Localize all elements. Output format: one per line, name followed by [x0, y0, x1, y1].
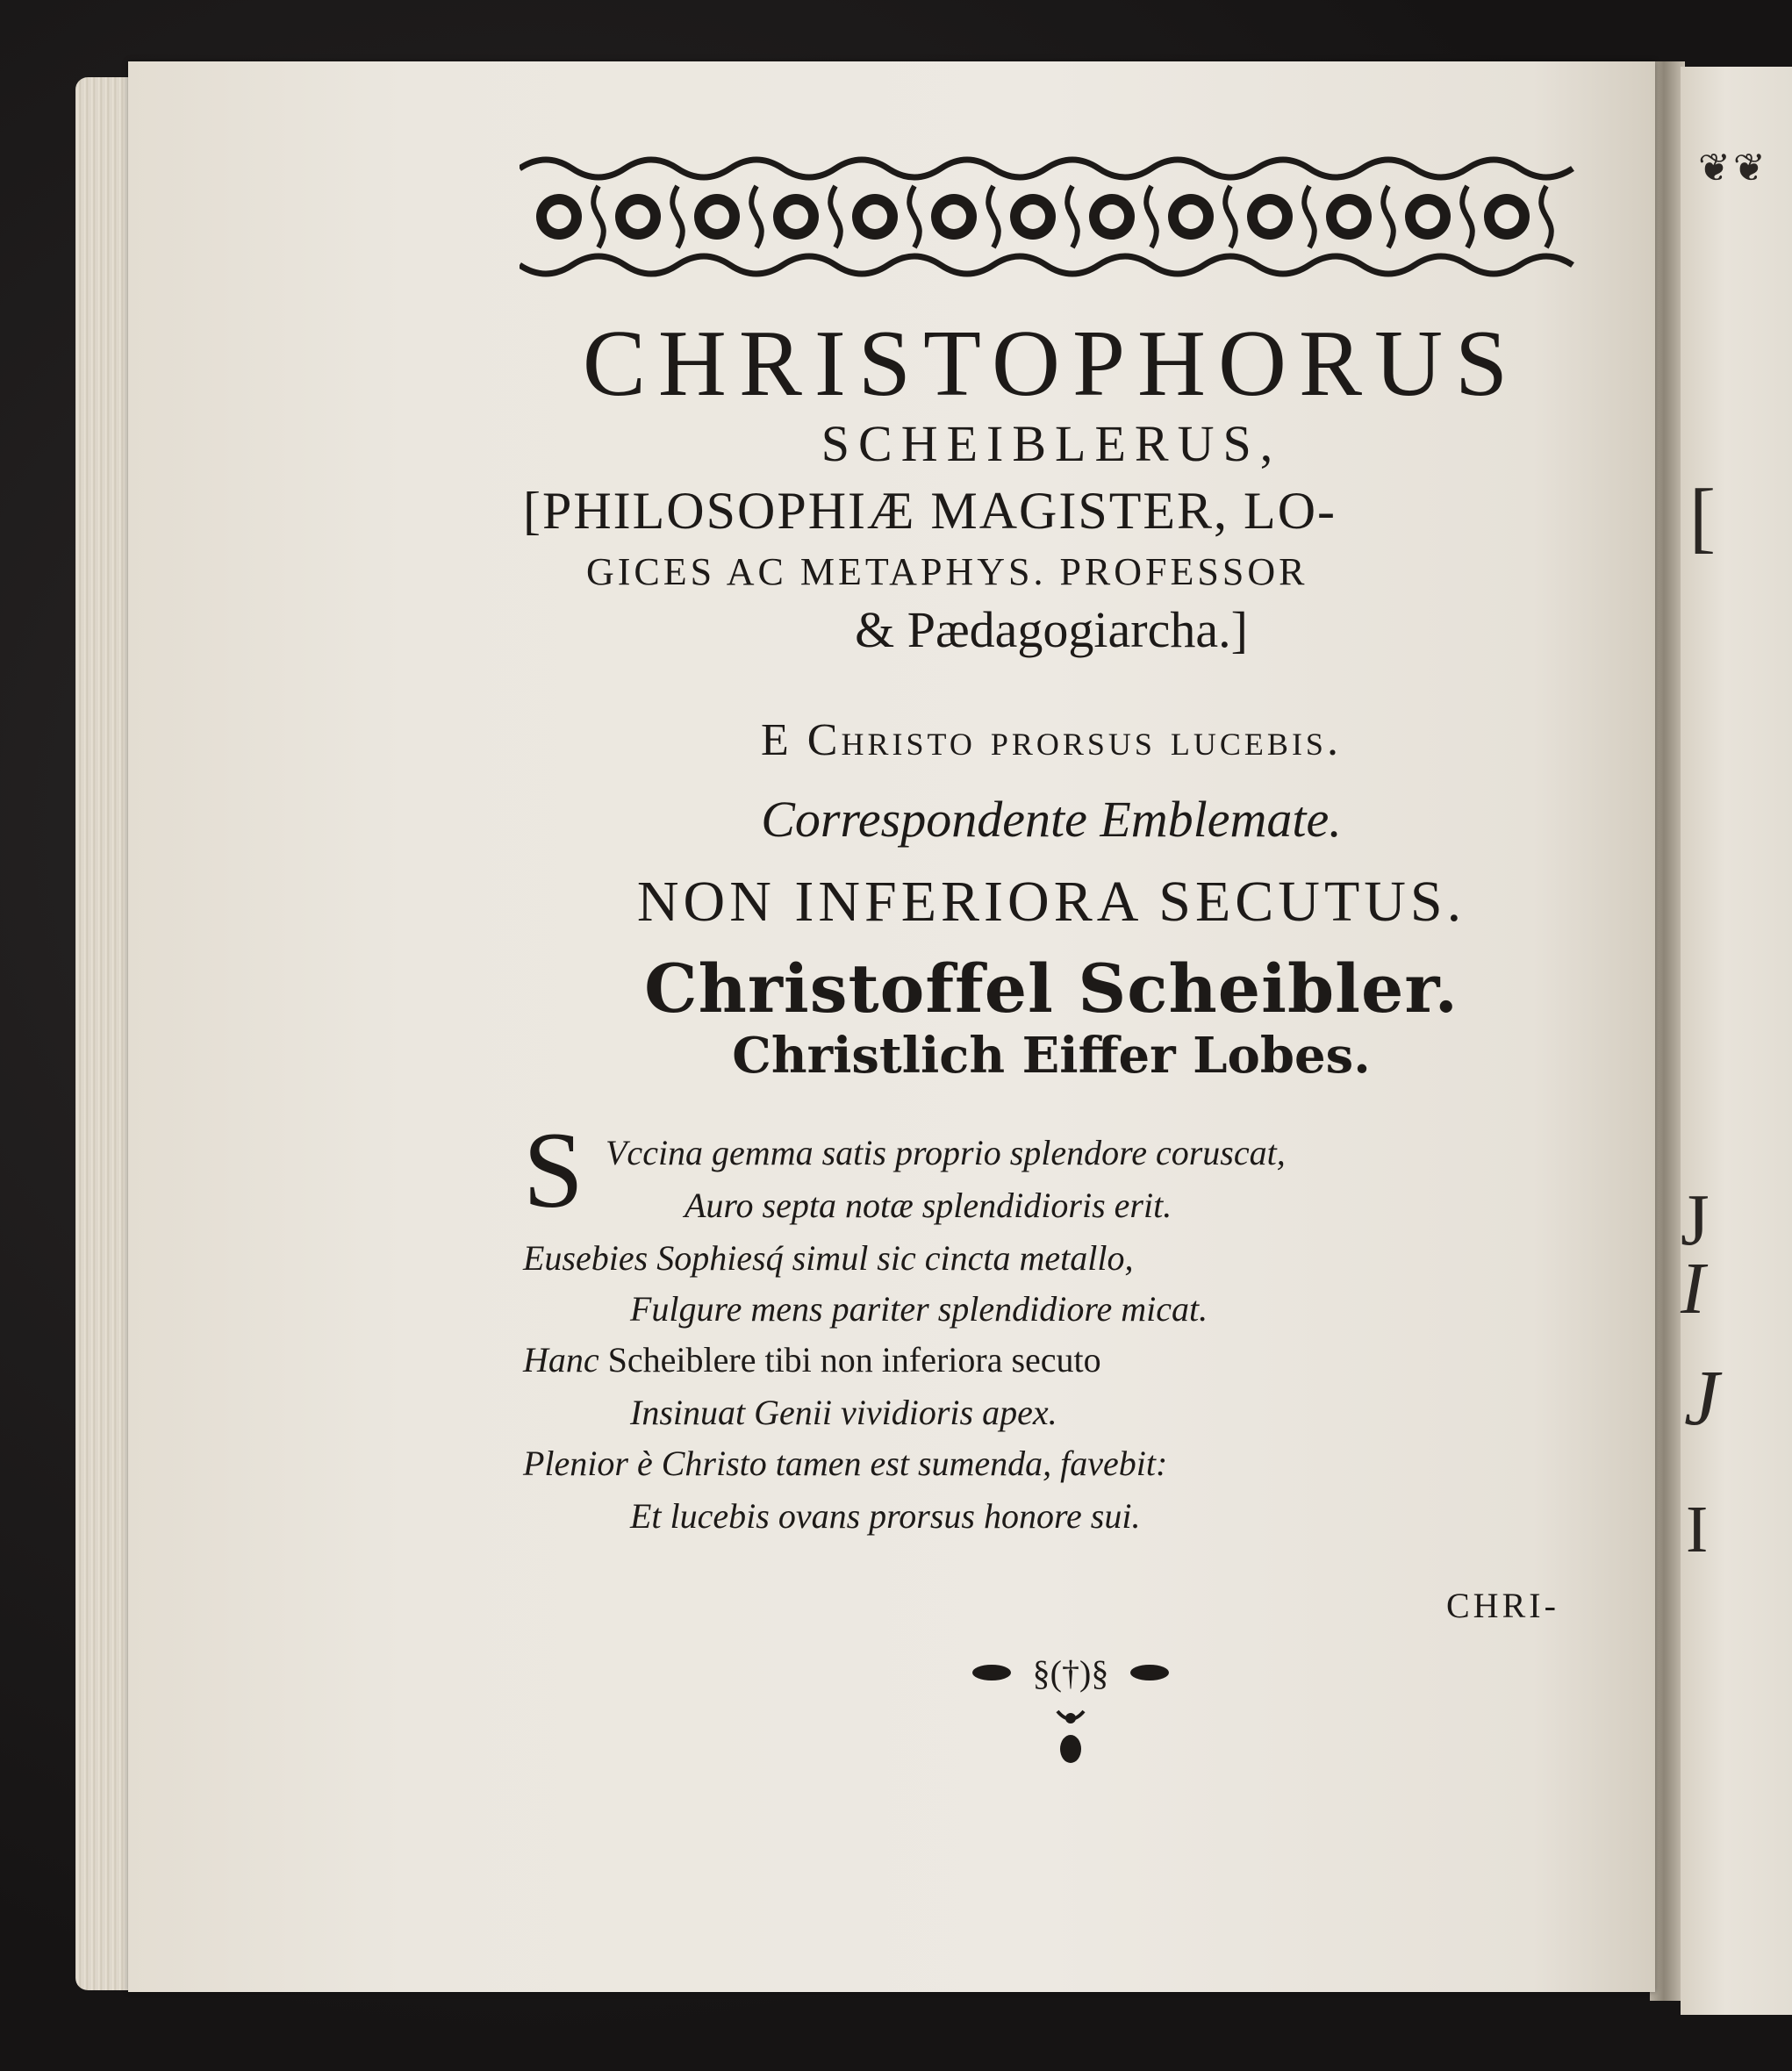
facing-page-fragment [1681, 67, 1792, 2015]
emblem-motto: NON INFERIORA SECUTUS. [636, 870, 1466, 934]
poem-line-3: Eusebies Sophiesq́ simul sic cincta metallo, [523, 1238, 1134, 1278]
poem-line-4: Fulgure mens pariter splendidiore micat. [630, 1289, 1208, 1329]
fleuron-text: §(†)§ [1032, 1653, 1109, 1693]
poem-line-6: Insinuat Genii vividioris apex. [630, 1393, 1057, 1432]
fleuron-ornament [965, 1648, 1176, 1771]
anagram-motto: E Christo prorsus lucebis. [761, 715, 1342, 765]
ornamental-header-band [520, 151, 1583, 283]
poem-drop-cap: S [523, 1110, 584, 1230]
facing-letter-3: J [1684, 1355, 1719, 1442]
german-name: Christoffel Scheibler. [644, 950, 1459, 1028]
german-anagram: Christlich Eiffer Lobes. [732, 1027, 1371, 1085]
book-gutter [1650, 61, 1685, 2001]
emblem-intro: Correspondente Emblemate. [761, 791, 1342, 848]
title-paedagogiarcha-line: & Pædagogiarcha.] [855, 601, 1248, 658]
facing-ornament-fragment: ❦❦ [1698, 147, 1768, 190]
poem-line-2: Auro septa notæ splendidioris erit. [685, 1186, 1172, 1225]
title-professor-line: GICES AC METAPHYS. PROFESSOR [586, 550, 1308, 593]
catchword: CHRI- [1446, 1586, 1559, 1625]
poem-line-5-prefix: Hanc [523, 1340, 599, 1379]
facing-letter-4: I [1686, 1493, 1709, 1566]
facing-letter-2: I [1681, 1248, 1705, 1329]
poem-line-7: Plenior è Christo tamen est sumenda, favebit: [523, 1444, 1168, 1483]
poem-line-1: Vccina gemma satis proprio splendore coruscat, [606, 1133, 1286, 1172]
poem-line-8: Et lucebis ovans prorsus honore sui. [630, 1496, 1141, 1536]
facing-bracket: [ [1689, 474, 1716, 561]
title-surname: SCHEIBLERUS, [821, 415, 1282, 472]
poem-line-5 [523, 1339, 1101, 1380]
title-degree-line: [PHILOSOPHIÆ MAGISTER, LO- [523, 482, 1337, 540]
title-name: CHRISTOPHORUS [582, 312, 1521, 416]
poem-line-5-text: Scheiblere tibi non inferiora secuto [607, 1340, 1101, 1379]
facing-letter-1: J [1681, 1179, 1710, 1261]
